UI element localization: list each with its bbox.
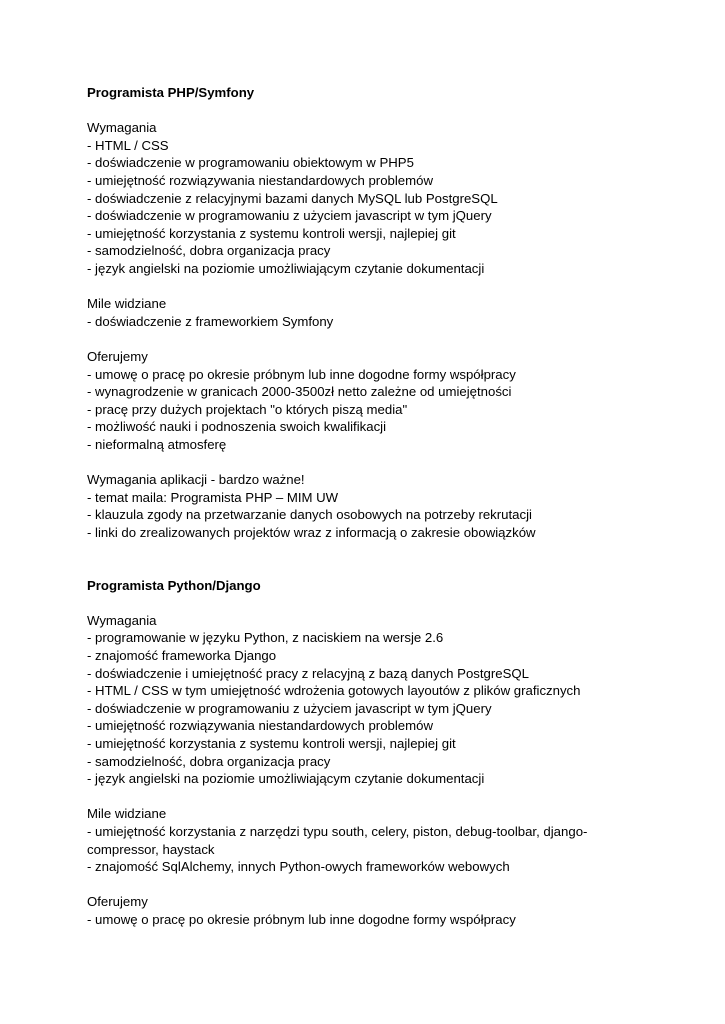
nice-to-have-heading: Mile widziane (87, 806, 167, 822)
offer-item: - pracę przy dużych projektach "o których piszą media" (87, 401, 408, 417)
requirements-heading: Wymagania (87, 120, 157, 136)
offer-item: - umowę o pracę po okresie próbnym lub inne dogodne formy współpracy (87, 911, 516, 927)
nice-to-have-heading: Mile widziane (87, 296, 167, 312)
application-heading: Wymagania aplikacji - bardzo ważne! (87, 472, 305, 488)
offer-heading: Oferujemy (87, 894, 148, 910)
application-item: - linki do zrealizowanych projektów wraz z informacją o zakresie obowiązków (87, 524, 536, 540)
job-title: Programista Python/Django (87, 577, 261, 593)
requirement-item: - samodzielność, dobra organizacja pracy (87, 753, 331, 769)
document-page (87, 84, 647, 929)
nice-to-have-item: - doświadczenie z frameworkiem Symfony (87, 313, 334, 329)
requirement-item: - umiejętność rozwiązywania niestandardowych problemów (87, 718, 433, 734)
application-item: - klauzula zgody na przetwarzanie danych osobowych na potrzeby rekrutacji (87, 507, 532, 523)
requirement-item: - język angielski na poziomie umożliwiającym czytanie dokumentacji (87, 771, 485, 787)
requirement-item: - samodzielność, dobra organizacja pracy (87, 243, 331, 259)
offer-item: - możliwość nauki i podnoszenia swoich kwalifikacji (87, 419, 387, 435)
requirement-item: - doświadczenie z relacyjnymi bazami danych MySQL lub PostgreSQL (87, 190, 498, 206)
job-section-python (87, 577, 647, 929)
requirement-item: - doświadczenie w programowaniu z użyciem javascript w tym jQuery (87, 700, 492, 716)
nice-to-have-item-continued: compressor, haystack (87, 841, 215, 857)
requirement-item: - doświadczenie w programowaniu z użyciem javascript w tym jQuery (87, 208, 492, 224)
requirement-item: - doświadczenie i umiejętność pracy z relacyjną z bazą danych PostgreSQL (87, 665, 530, 681)
offer-item: - umowę o pracę po okresie próbnym lub inne dogodne formy współpracy (87, 366, 516, 382)
job-section-php (87, 84, 647, 541)
requirement-item: - doświadczenie w programowaniu obiektowym w PHP5 (87, 155, 414, 171)
requirement-item: - umiejętność rozwiązywania niestandardowych problemów (87, 172, 433, 188)
requirement-item: - język angielski na poziomie umożliwiającym czytanie dokumentacji (87, 260, 485, 276)
requirement-item: - HTML / CSS w tym umiejętność wdrożenia gotowych layoutów z plików graficznych (87, 683, 581, 699)
requirements-heading: Wymagania (87, 612, 157, 628)
requirement-item: - HTML / CSS (87, 137, 169, 153)
requirement-item: - umiejętność korzystania z systemu kontroli wersji, najlepiej git (87, 735, 456, 751)
requirement-item: - programowanie w języku Python, z naciskiem na wersje 2.6 (87, 630, 444, 646)
offer-item: - nieformalną atmosferę (87, 436, 227, 452)
application-item: - temat maila: Programista PHP – MIM UW (87, 489, 339, 505)
job-title: Programista PHP/Symfony (87, 85, 255, 100)
requirement-item: - znajomość frameworka Django (87, 648, 277, 663)
offer-heading: Oferujemy (87, 348, 148, 364)
nice-to-have-item: - znajomość SqlAlchemy, innych Python-owych frameworków webowych (87, 859, 510, 875)
nice-to-have-item: - umiejętność korzystania z narzędzi typu south, celery, piston, debug-toolbar, django- (87, 823, 588, 839)
requirement-item: - umiejętność korzystania z systemu kontroli wersji, najlepiej git (87, 225, 456, 241)
offer-item: - wynagrodzenie w granicach 2000-3500zł netto zależne od umiejętności (87, 384, 512, 400)
